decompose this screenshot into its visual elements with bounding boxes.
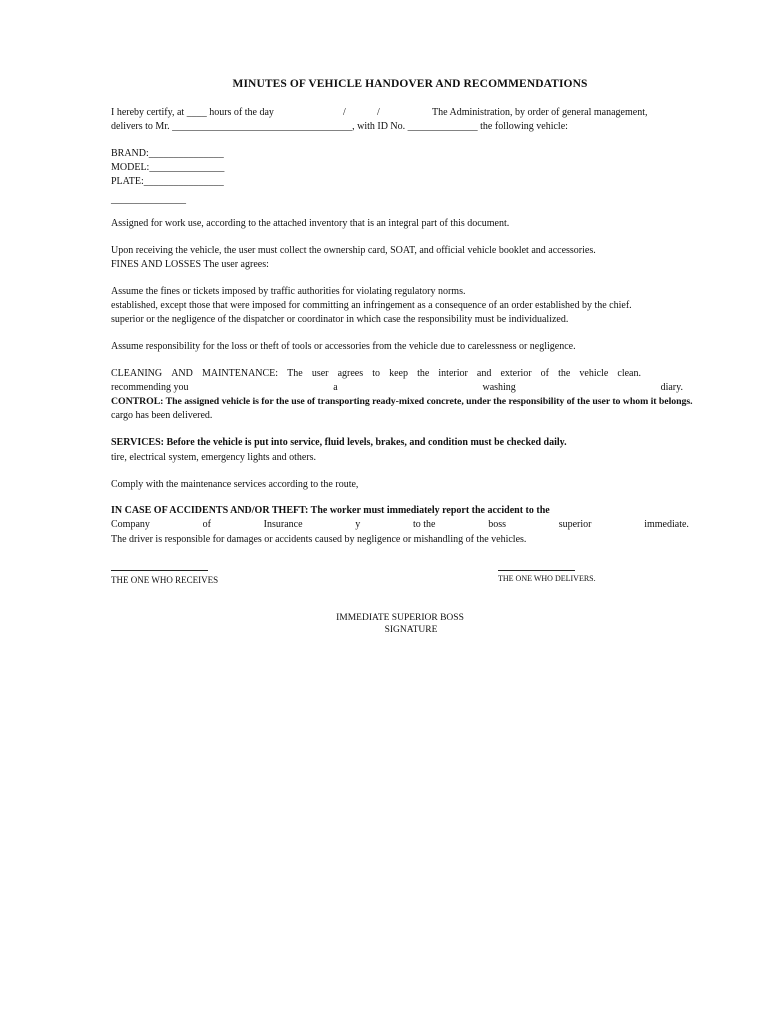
date-slash-2: / (377, 107, 380, 118)
loss-text: Assume responsibility for the loss or theft of tools or accessories from the vehicle due to carelessness or negligence. (111, 341, 576, 352)
cleaning-word: vehicle (579, 368, 609, 379)
cleaning-word: clean. (617, 368, 641, 379)
brand-field: BRAND:_______________ (111, 148, 224, 159)
accidents-text: IN CASE OF ACCIDENTS AND/OR THEFT: The worker must immediately report the accident to the (111, 505, 550, 516)
deliverer-signature-line (498, 570, 575, 571)
certify-text-a: I hereby certify, at ____ hours of the day (111, 107, 274, 118)
plate-field: PLATE:________________ (111, 176, 224, 187)
cleaning-word: the (558, 368, 571, 379)
model-field: MODEL:_______________ (111, 162, 225, 173)
cleaning-word: the (417, 368, 430, 379)
cleaning-word: interior (438, 368, 468, 379)
cleaning-word: MAINTENANCE: (201, 368, 279, 379)
receiver-signature-line (111, 570, 208, 571)
services-text: SERVICES: Before the vehicle is put into service, fluid levels, brakes, and condition must be checked daily. (111, 437, 567, 448)
cleaning-word: CLEANING (111, 368, 163, 379)
certify-line-1 (111, 106, 274, 120)
fines-text-2: established, except those that were imposed for committing an infringement as a consequence of an order established by the chief. (111, 300, 632, 311)
fines-text-1: Assume the fines or tickets imposed by traffic authorities for violating regulatory norms. (111, 286, 466, 297)
cleaning-word: AND (171, 368, 193, 379)
company-word: superior (558, 519, 592, 530)
cleaning-word: agrees (337, 368, 364, 379)
tire-text: tire, electrical system, emergency lights and others. (111, 452, 317, 463)
company-line (111, 518, 689, 532)
cargo-text: cargo has been delivered. (111, 410, 213, 421)
company-word: of (202, 519, 211, 530)
comply-text: Comply with the maintenance services according to the route, (111, 479, 359, 490)
signature-label: SIGNATURE (384, 625, 438, 635)
cleaning-line (111, 367, 641, 381)
recommending-word: washing (482, 382, 516, 393)
date-slash-1: / (343, 107, 346, 118)
fines-text-3: superior or the negligence of the dispatcher or coordinator in which case the responsibility must be individualized. (111, 314, 569, 325)
recommending-word: diary. (660, 382, 683, 393)
cleaning-word: to (372, 368, 380, 379)
certify-line-2: delivers to Mr. ____________________________________, with ID No. ______________ the following vehicle: (111, 121, 568, 132)
company-word: Insurance (263, 519, 303, 530)
company-word: immediate. (644, 519, 689, 530)
cleaning-word: exterior (500, 368, 532, 379)
fines-heading: FINES AND LOSSES The user agrees: (111, 259, 269, 270)
certify-text-b: The Administration, by order of general management, (432, 107, 648, 118)
driver-text: The driver is responsible for damages or accidents caused by negligence or mishandling of the vehicles. (111, 534, 527, 545)
company-word: Company (111, 519, 150, 530)
extra-field: _______________ (111, 194, 186, 205)
company-word: boss (488, 519, 506, 530)
cleaning-word: The (287, 368, 303, 379)
company-word: to the (412, 519, 436, 530)
receiving-text: Upon receiving the vehicle, the user must collect the ownership card, SOAT, and official vehicle booklet and accessories. (111, 245, 596, 256)
company-word: y (355, 519, 361, 530)
assigned-text: Assigned for work use, according to the attached inventory that is an integral part of this document. (111, 218, 510, 229)
receiver-label: THE ONE WHO RECEIVES (111, 575, 219, 585)
cleaning-word: and (476, 368, 492, 379)
cleaning-word: of (540, 368, 549, 379)
deliverer-label: THE ONE WHO DELIVERS. (498, 574, 596, 583)
recommending-word: recommending you (111, 382, 189, 393)
document-title: MINUTES OF VEHICLE HANDOVER AND RECOMMENDATIONS (232, 78, 588, 90)
control-text: CONTROL: The assigned vehicle is for the use of transporting ready-mixed concrete, under the responsibility of the user to whom it belongs. (111, 396, 693, 407)
recommending-line (111, 381, 683, 395)
superior-label: IMMEDIATE SUPERIOR BOSS (336, 613, 464, 623)
cleaning-word: user (311, 368, 329, 379)
cleaning-word: keep (389, 368, 408, 379)
recommending-word: a (333, 382, 338, 393)
